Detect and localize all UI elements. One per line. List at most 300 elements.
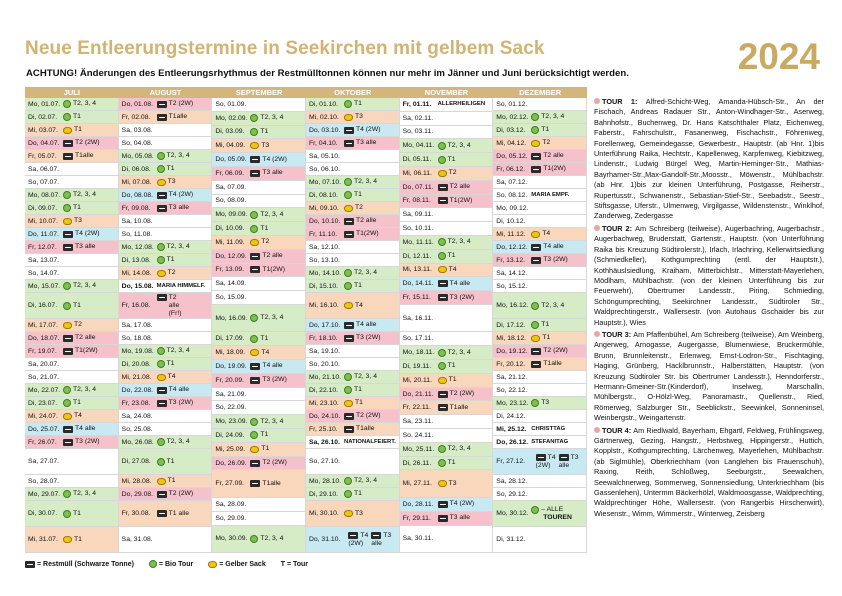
entry-label: T1alle [543, 360, 562, 368]
day-date: Fr, 04.10. [308, 139, 338, 147]
entry-label: T4 [261, 348, 270, 356]
day-row [212, 332, 306, 346]
day-entries [344, 178, 399, 186]
collection-entry [63, 113, 118, 121]
collection-entry [344, 204, 399, 212]
entry-label: T3 (2W) [355, 334, 381, 342]
day-date: Sa, 21.09. [215, 390, 247, 398]
collection-entry [344, 282, 399, 290]
day-row [306, 319, 400, 332]
day-date: Do, 11.07. [28, 230, 59, 238]
day-date: Do, 17.10. [308, 321, 341, 329]
entry-label: T4 alle [449, 279, 471, 287]
gelber-sack-icon [63, 127, 72, 134]
day-date: Sa, 13.07. [28, 256, 59, 264]
restmuell-icon [344, 335, 354, 342]
tour-paragraph [594, 330, 824, 424]
day-date: Fr, 27.09. [215, 480, 245, 488]
day-entries [63, 152, 118, 160]
entry-label: T1 [353, 100, 362, 107]
restmuell-icon [250, 363, 260, 370]
day-row [119, 345, 213, 358]
restmuell-icon [531, 361, 541, 368]
entry-label: T1 [542, 334, 551, 342]
day-row [212, 429, 306, 443]
restmuell-icon [250, 480, 260, 487]
legend-bio: = Bio Tour [149, 560, 193, 568]
day-date: Di, 31.12. [496, 536, 526, 544]
bio-icon [344, 178, 352, 186]
bio-icon [344, 477, 352, 485]
restmuell-icon [559, 454, 569, 461]
collection-entry [344, 490, 399, 498]
collection-entry [63, 217, 118, 225]
day-row [400, 526, 494, 554]
day-row [306, 98, 400, 111]
holiday-note: ALLERHEILIGEN [437, 101, 486, 108]
day-entries [531, 192, 586, 198]
day-date: Di, 22.10. [308, 386, 339, 394]
day-date: Sa, 05.10. [308, 152, 340, 160]
day-row [212, 498, 306, 512]
day-row [306, 436, 400, 449]
collection-entry [344, 302, 399, 310]
day-date: So, 22.09. [215, 404, 247, 412]
entry-label: T2 [261, 238, 270, 246]
collection-entry [250, 142, 305, 150]
restmuell-icon [438, 197, 448, 204]
day-date: Mo, 28.10. [308, 477, 342, 485]
collection-entry [344, 425, 399, 433]
day-date: So, 11.08. [121, 230, 153, 238]
day-row [493, 228, 587, 241]
entry-label: T4 alle [262, 362, 283, 370]
gelber-sack-icon [63, 218, 72, 225]
day-row [119, 254, 213, 267]
day-row [25, 527, 119, 553]
entry-label: T2, 3, 4 [447, 141, 471, 149]
day-date: Do, 10.10. [308, 217, 341, 225]
day-row [25, 202, 119, 215]
entry-label: T1 [447, 155, 456, 163]
day-date: So, 15.12. [496, 282, 528, 290]
month-column [493, 87, 587, 553]
day-row [493, 254, 587, 267]
day-date: Di, 12.11. [402, 252, 432, 260]
entry-label: T1(2W) [75, 347, 98, 355]
day-date: Mi, 30.10. [308, 510, 339, 518]
collection-entry [344, 510, 399, 518]
collection-entry [157, 178, 212, 186]
entry-label: T2, 3, 4 [353, 269, 378, 277]
entry-label: T1 [448, 376, 457, 384]
entry-label: T4 (2W) [355, 126, 381, 134]
day-entries [157, 386, 212, 394]
restmuell-icon [438, 294, 448, 301]
day-row [400, 457, 494, 471]
legend-restmuell: = Restmüll (Schwarze Tonne) [25, 561, 134, 568]
collection-entry [63, 302, 118, 310]
gelber-sack-icon [344, 114, 353, 121]
entry-label: T2, 3, 4 [166, 347, 190, 355]
collection-entry [250, 156, 305, 164]
day-date: Mo, 11.11. [402, 238, 434, 246]
day-entries [250, 156, 305, 164]
day-row [119, 163, 213, 176]
day-row [493, 215, 587, 228]
restmuell-icon [157, 400, 167, 407]
day-row [400, 222, 494, 236]
collection-entry [438, 390, 493, 398]
day-date: Mi, 27.11. [402, 480, 432, 488]
bio-icon [531, 113, 539, 121]
entry-label: T3 [74, 217, 82, 225]
bio-icon [344, 373, 352, 381]
day-date: Mo, 23.09. [215, 418, 248, 426]
restmuell-icon [344, 127, 354, 134]
gelber-sack-icon [63, 322, 72, 329]
day-row [25, 319, 119, 332]
restmuell-icon [250, 377, 260, 384]
day-row [400, 126, 494, 140]
entry-label: T4 [354, 301, 363, 309]
entry-label: T3 [570, 453, 579, 461]
entry-label: (2W) [348, 539, 364, 547]
day-entries [250, 459, 305, 467]
day-row [493, 293, 587, 319]
day-row [306, 241, 400, 254]
day-row [119, 397, 213, 410]
day-entries [531, 256, 586, 264]
legend-gelber-sack: = Gelber Sack [208, 561, 266, 568]
collection-entry [531, 334, 586, 342]
bio-icon [157, 165, 165, 173]
day-entries [157, 178, 212, 186]
collection-entry [157, 458, 212, 466]
day-date: Fr, 25.10. [308, 425, 338, 433]
collection-entry [63, 152, 118, 160]
gelber-sack-icon [438, 377, 447, 384]
day-row [25, 410, 119, 423]
day-entries [438, 294, 493, 302]
day-date: Mo, 09.09. [215, 211, 248, 219]
day-date: Sa, 06.07. [28, 165, 59, 173]
day-entries [344, 113, 399, 121]
entry-label: T4 [448, 265, 457, 273]
day-entries [250, 362, 305, 370]
entry-label: T2 [354, 204, 363, 212]
day-date: Mo, 29.07. [28, 490, 61, 498]
day-date: Sa, 23.11. [402, 418, 434, 426]
collection-entry [438, 183, 493, 191]
collection-entry [250, 238, 305, 246]
day-date: Mo, 16.12. [496, 302, 529, 310]
collection-entry [438, 294, 493, 302]
day-row [25, 358, 119, 371]
bio-icon [63, 282, 71, 290]
entry-label: T2 alle [543, 152, 564, 160]
day-row [212, 264, 306, 278]
day-row [493, 371, 587, 384]
day-row [400, 112, 494, 126]
day-row [493, 202, 587, 215]
entry-label: T2, 3, 4 [260, 210, 284, 218]
day-entries [344, 139, 399, 147]
day-row [119, 215, 213, 228]
day-date: Mo, 14.10. [308, 269, 342, 277]
restmuell-icon [250, 253, 260, 260]
entry-label: T1 [261, 445, 270, 453]
restmuell-icon [344, 231, 354, 238]
day-row [400, 360, 494, 374]
day-entries [63, 399, 118, 407]
day-row [400, 346, 494, 360]
entry-label: T2, 3, 4 [260, 534, 284, 542]
collection-entry [157, 152, 212, 160]
day-row [400, 139, 494, 153]
entry-label: T1 [167, 477, 176, 485]
entry-label: T1 [73, 301, 81, 309]
day-row [493, 410, 587, 423]
day-date: Mo, 08.07. [28, 191, 61, 199]
entry-label: T4 (2W) [75, 230, 100, 238]
collection-entry [531, 399, 586, 407]
day-row [493, 150, 587, 163]
bio-icon [63, 490, 71, 498]
day-row [119, 501, 213, 527]
day-row [400, 512, 494, 526]
day-row [25, 371, 119, 384]
day-row [119, 423, 213, 436]
bio-icon [250, 225, 258, 233]
day-date: Di, 17.12. [496, 321, 526, 329]
entry-label: T1 [260, 127, 269, 135]
day-row [306, 293, 400, 319]
day-entries [438, 459, 493, 467]
tour-name: TOUR 2: [602, 223, 636, 233]
restmuell-icon [157, 205, 167, 212]
day-date: So, 10.11. [402, 225, 434, 233]
day-date: Sa, 07.12. [496, 178, 528, 186]
day-entries [250, 480, 305, 488]
day-entries [344, 399, 399, 407]
entry-label: T1(2W) [262, 265, 285, 273]
legend-tour: T = Tour [280, 560, 309, 568]
day-entries [438, 404, 493, 412]
month-column [119, 87, 213, 553]
day-entries [344, 439, 399, 445]
collection-entry [63, 139, 118, 147]
day-row [306, 371, 400, 384]
day-date: Mi, 17.07. [28, 321, 58, 329]
entry-label: T3 [354, 113, 363, 121]
bullet-icon [594, 98, 600, 104]
day-date: Fr, 27.12. [496, 458, 525, 466]
day-row [400, 470, 494, 498]
day-entries [157, 269, 212, 277]
entry-label: T2 (2W) [168, 100, 194, 107]
bio-icon [250, 114, 258, 122]
day-date: Fr, 30.08. [121, 510, 151, 518]
day-entries [157, 490, 212, 498]
day-date: Sa, 09.11. [402, 211, 434, 219]
entry-label: T3 [354, 509, 363, 517]
day-date: Mo, 30.09. [215, 535, 248, 543]
entry-label: T2 [542, 139, 551, 147]
day-date: Do, 25.07. [28, 425, 60, 433]
day-row [25, 488, 119, 501]
day-entries [157, 373, 212, 381]
day-row [25, 189, 119, 202]
day-date: Di, 10.09. [215, 225, 245, 233]
day-date: So, 07.07. [28, 178, 59, 186]
collection-entry [344, 412, 399, 420]
gelber-sack-icon [250, 142, 259, 149]
collection-entry [63, 510, 118, 518]
entry-label: T3 [261, 141, 270, 149]
day-row [493, 501, 587, 527]
day-entries [250, 142, 305, 150]
day-row [306, 215, 400, 228]
year-label: 2024 [737, 36, 820, 77]
tour-streets: Am Riedlwald, Bayerham, Ehgartl, Feldweg, Frühlingsweg, Gärtnerweg, Gezing, Hangstr., Herbstweg, Hippingerstr., Huttich, Kopplstr., Kothgumprechting, Lärchenweg, Mayerlehen, Mühlbachstr. (ab Siglmühle), Oberkriechham (von Langlehen bis Frauenschuh), Raxing, Reith, Schloßweg, Seeburgstr., Seewalchen, Seewalchnerweg, Sommerweg, Sonnensiedlung, Unterkriechham (bis Gassenlehen), Untermm Bäckerhölzl, Waldmoosgasse, Waldprechting, Waldprechtinger Höhe, Wallersestr. (von Rangerbis Hirschenwirt), Wiesenstr., Wimm, Wimmerstr., Winterweg, Zeisberg [594, 425, 824, 518]
collection-entry [531, 347, 586, 355]
day-row [212, 98, 306, 112]
entry-label: T1 [166, 457, 175, 465]
day-entries [438, 280, 493, 288]
day-date: Di, 26.11. [402, 459, 432, 467]
day-date: Di, 03.12. [496, 126, 526, 134]
day-row [212, 291, 306, 305]
entry-label: T2, 3, 4 [73, 490, 97, 498]
day-date: Fr, 11.10. [308, 230, 338, 238]
day-entries [250, 128, 305, 136]
entry-label: T3 alle [75, 243, 96, 251]
collection-entry [531, 139, 586, 147]
day-row [400, 388, 494, 402]
day-date: Mi, 18.12. [496, 334, 527, 342]
day-row [306, 202, 400, 215]
day-date: So, 01.09. [215, 100, 247, 108]
entry-label: T1 [447, 362, 456, 370]
day-entries [344, 490, 399, 498]
day-row [212, 222, 306, 236]
day-entries [531, 360, 586, 368]
day-row [119, 475, 213, 488]
day-date: Mi, 13.11. [402, 266, 432, 274]
collection-entry [157, 386, 212, 394]
gelber-sack-icon [208, 561, 217, 568]
collection-entry [63, 412, 118, 420]
day-date: Sa, 24.08. [121, 412, 153, 420]
day-row [25, 345, 119, 358]
day-date: Di, 06.08. [121, 165, 151, 173]
day-row [25, 293, 119, 319]
entry-label: T1 [74, 535, 82, 543]
bio-icon [344, 282, 352, 290]
day-row [25, 241, 119, 254]
day-date: Sa, 28.09. [215, 500, 247, 508]
collection-entry [250, 252, 305, 260]
day-entries [157, 191, 212, 199]
entry-label: T2, 3, 4 [166, 243, 190, 251]
day-entries [531, 139, 586, 147]
bio-icon [531, 321, 539, 329]
day-row [212, 401, 306, 415]
collection-entry [63, 347, 118, 355]
day-date: Fr, 13.12. [496, 256, 525, 264]
entry-label: T3 [167, 178, 176, 186]
collection-entry [344, 386, 399, 394]
day-row [212, 195, 306, 209]
day-entries [250, 431, 305, 439]
collection-entry [344, 113, 399, 121]
day-entries [250, 349, 305, 357]
collection-entry [157, 256, 212, 264]
restmuell-icon [344, 426, 354, 433]
day-date: Di, 16.07. [28, 302, 58, 310]
tour-name: TOUR 4: [602, 425, 634, 435]
collection-entry [250, 225, 305, 233]
collection-entry [63, 204, 118, 212]
collection-entry [344, 217, 399, 225]
collection-entry [531, 126, 586, 134]
collection-entry [157, 165, 212, 173]
day-date: Do, 12.12. [496, 243, 528, 251]
collection-entry [157, 399, 212, 407]
entry-label: T1alle [168, 113, 188, 121]
day-entries [344, 321, 399, 329]
day-date: Do, 31.10. [308, 536, 341, 544]
day-row [25, 111, 119, 124]
day-row [493, 98, 587, 111]
day-date: Mi, 11.12. [496, 230, 526, 238]
restmuell-icon [157, 510, 167, 517]
day-entries [531, 321, 586, 329]
entry-label: T4 (2W) [168, 191, 194, 199]
collection-entry [531, 514, 586, 522]
day-row [306, 501, 400, 527]
day-entries [250, 114, 305, 122]
day-row [25, 501, 119, 527]
bio-icon [438, 252, 446, 260]
restmuell-icon [438, 391, 448, 398]
bio-icon [63, 399, 71, 407]
day-row [25, 228, 119, 241]
collection-entry [250, 418, 305, 426]
day-row [119, 332, 213, 345]
day-date: Mi, 24.07. [28, 412, 58, 420]
day-row [306, 423, 400, 436]
day-row [306, 150, 400, 163]
gelber-sack-icon [157, 374, 166, 381]
entry-label: T3 alle [355, 139, 377, 147]
bio-icon [344, 386, 352, 394]
bio-icon [438, 362, 446, 370]
day-entries [438, 500, 493, 508]
entry-label: T2 alle [449, 183, 471, 191]
day-row [493, 111, 587, 124]
day-date: Do, 22.08. [121, 386, 154, 394]
day-row [119, 150, 213, 163]
collection-entry [371, 540, 391, 548]
entry-label: T2, 3, 4 [260, 314, 284, 322]
bio-icon [157, 347, 165, 355]
day-date: Fr, 20.12. [496, 360, 525, 368]
day-entries [531, 165, 586, 173]
collection-entry [348, 540, 368, 548]
bio-icon [157, 438, 165, 446]
